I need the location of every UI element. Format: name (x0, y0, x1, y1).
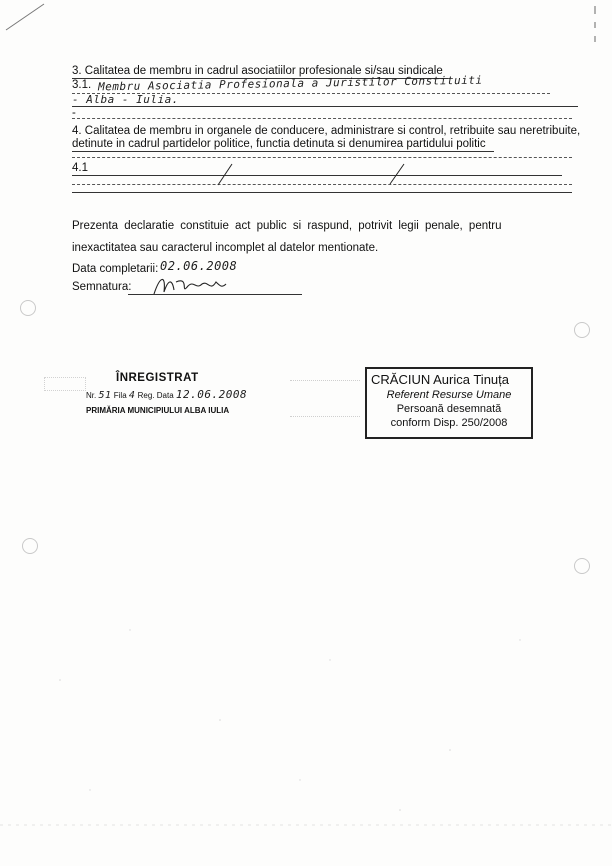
date-value: 02.06.2008 (160, 259, 238, 273)
signature-label: Semnatura: (72, 281, 132, 293)
registration-fila-label: Fila (113, 391, 127, 400)
section3-handwritten-line1: Membru Asociatia Profesionala a Juristilor Constituiti (97, 73, 483, 94)
registration-data-label: Data (156, 391, 174, 400)
registration-stamp (42, 368, 248, 434)
section4-item-label: 4.1 (72, 162, 88, 174)
faint-stamp-mark (290, 380, 360, 391)
registration-stamp-title: ÎNREGISTRAT (116, 372, 199, 384)
section4-strike-marks (70, 150, 570, 195)
registration-data-value: 12.06.2008 (175, 388, 248, 401)
punch-hole (22, 538, 38, 554)
registration-nr-label: Nr. (86, 391, 97, 400)
section3-rule2 (72, 106, 578, 107)
scan-marks (0, 0, 612, 60)
registration-reg-label: Reg. (137, 391, 155, 400)
declaration-line2: inexactitatea sau caracterul incomplet al datelor mentionate. (72, 242, 379, 254)
registration-stamp-fields (86, 388, 247, 401)
section4-heading-line2: detinute in cadrul partidelor politice, functia detinuta si denumirea partidului politic (72, 138, 486, 150)
signature-image (150, 272, 230, 298)
declaration-line1: Prezenta declaratie constituie act public si raspund, potrivit legii penale, pentru (72, 220, 502, 232)
person-stamp-line3: Persoană desemnată (396, 403, 502, 415)
section3-item-label: 3.1. (72, 79, 92, 91)
punch-hole (20, 300, 36, 316)
registration-nr-value: 51 (98, 390, 112, 401)
section4-heading-line1: 4. Calitatea de membru in organele de conducere, administrare si control, retribuite sau neretribuite, (72, 125, 581, 137)
section3-dotted-line2 (72, 118, 572, 119)
scan-specks (0, 600, 612, 866)
punch-hole (574, 558, 590, 574)
faint-stamp-mark (290, 416, 360, 427)
punch-hole (574, 322, 590, 338)
date-label: Data completarii: (72, 263, 159, 275)
section3-handwritten-line2: - Alba - Iulia. (72, 93, 179, 106)
registration-institution: PRIMĂRIA MUNICIPIULUI ALBA IULIA (86, 406, 230, 415)
person-stamp-role: Referent Resurse Umane (386, 389, 512, 401)
person-stamp-line4: conform Disp. 250/2008 (390, 417, 508, 429)
registration-fila-value: 4 (128, 390, 136, 401)
person-stamp (365, 367, 533, 439)
section3-dash-marker: - (72, 107, 76, 119)
person-stamp-name: CRĂCIUN Aurica Tinuța (371, 372, 509, 387)
section3-heading: 3. Calitatea de membru in cadrul asociatiilor profesionale si/sau sindicale (72, 65, 443, 77)
